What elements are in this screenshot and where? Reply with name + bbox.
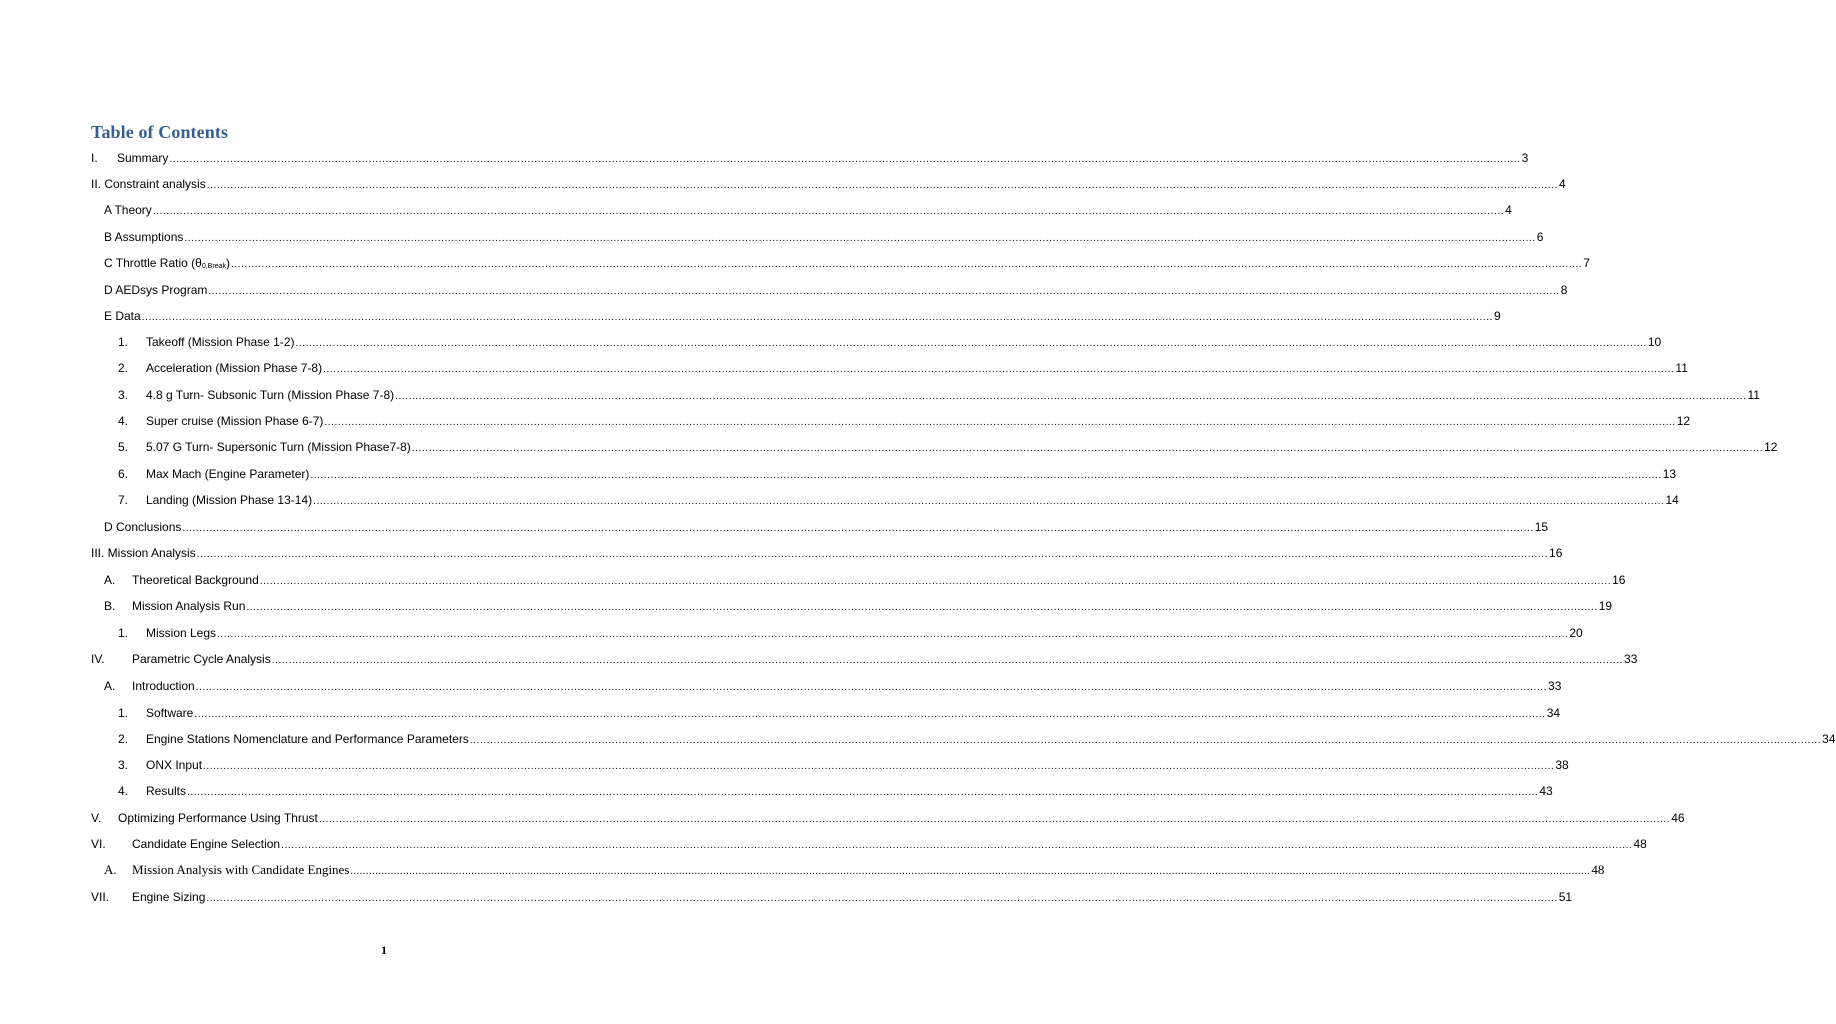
toc-entry-number: I. [91, 151, 98, 165]
toc-entry-number: A. [104, 573, 116, 587]
toc-entry-label [132, 861, 349, 879]
dot-leader: ................................................................................................................................................................................................................................................................................................................................................................................................................ [194, 709, 1546, 720]
toc-entry-page-number: 4 [1505, 203, 1512, 217]
toc-entry-number: VII. [91, 890, 110, 904]
page-number: 1 [381, 943, 387, 957]
toc-entry-page-number: 12 [1764, 440, 1778, 454]
toc-entry-number: 1. [118, 626, 129, 640]
toc-entry-number: A. [104, 862, 117, 877]
toc-entry[interactable] [0, 730, 1836, 748]
toc-entry-label-text: Candidate Engine Selection [132, 837, 281, 851]
toc-entry-number: 7. [118, 493, 129, 507]
toc-entry[interactable] [0, 782, 1553, 800]
toc-entry-label-text: B Assumptions [104, 230, 184, 244]
toc-entry-label-text: E Data [104, 309, 141, 323]
dot-leader: ................................................................................................................................................................................................................................................................................................................................................................................................................ [206, 180, 1559, 191]
toc-entry-label-text: Landing (Mission Phase 13-14) [146, 493, 313, 507]
dot-leader: ................................................................................................................................................................................................................................................................................................................................................................................................................ [323, 364, 1675, 375]
dot-leader: ................................................................................................................................................................................................................................................................................................................................................................................................................ [411, 443, 1764, 454]
toc-entry-label-text: Super cruise (Mission Phase 6-7) [146, 414, 324, 428]
toc-entry-label-text: 4.8 g Turn- Subsonic Turn (Mission Phase 7-8) [146, 388, 395, 402]
toc-entry-label [104, 281, 207, 299]
toc-entry[interactable] [0, 201, 1512, 219]
dot-leader: ................................................................................................................................................................................................................................................................................................................................................................................................................ [271, 655, 1624, 666]
toc-entry[interactable] [0, 386, 1760, 404]
toc-entry[interactable] [0, 491, 1679, 509]
toc-entry-page-number: 34 [1546, 706, 1561, 720]
toc-entry-page-number: 9 [1494, 309, 1501, 323]
toc-entry-label [146, 624, 216, 642]
dot-leader: ................................................................................................................................................................................................................................................................................................................................................................................................................ [295, 338, 1647, 349]
toc-entry[interactable] [0, 888, 1573, 906]
toc-entry[interactable] [0, 809, 1685, 827]
toc-entry-label-text: C Throttle Ratio (θ [104, 256, 202, 270]
toc-entry[interactable] [0, 149, 1529, 167]
toc-entry-label [118, 809, 318, 827]
toc-entry-number: 3. [118, 758, 129, 772]
toc-entry-label-text: Max Mach (Engine Parameter) [146, 467, 310, 481]
toc-entry-page-number: 11 [1747, 388, 1760, 402]
toc-entry-label-text: Acceleration (Mission Phase 7-8) [146, 361, 323, 375]
toc-entry-page-number: 6 [1536, 230, 1544, 244]
toc-entry-number: 4. [118, 784, 129, 798]
toc-entry-label [146, 412, 323, 430]
toc-entry-label-text: D AEDsys Program [104, 283, 208, 297]
toc-entry-label-text: A Theory [104, 203, 152, 217]
toc-entry-page-number: 14 [1665, 493, 1679, 507]
toc-entry[interactable] [0, 518, 1549, 536]
toc-entry-number: B. [104, 599, 116, 613]
toc-entry-label [132, 888, 205, 906]
toc-entry-page-number: 48 [1633, 837, 1647, 851]
toc-entry-label [132, 835, 280, 853]
toc-entry-page-number: 34 [1822, 732, 1836, 746]
toc-entry[interactable] [0, 412, 1691, 430]
toc-entry-number: 2. [118, 361, 129, 375]
toc-entry-page-number: 46 [1671, 811, 1685, 825]
toc-entry-label-text: Engine Stations Nomenclature and Performance Parameters [146, 732, 469, 746]
dot-leader: ................................................................................................................................................................................................................................................................................................................................................................................................................ [310, 470, 1662, 481]
toc-entry-label [132, 650, 271, 668]
toc-entry[interactable] [0, 359, 1688, 377]
toc-entry[interactable] [0, 228, 1544, 246]
toc-entry-label-text: Mission Analysis with Candidate Engines [132, 862, 350, 877]
dot-leader: ................................................................................................................................................................................................................................................................................................................................................................................................................ [152, 206, 1505, 217]
toc-entry[interactable] [0, 835, 1647, 853]
toc-entry[interactable] [0, 571, 1626, 589]
toc-entry-label [146, 756, 202, 774]
toc-entry-page-number: 16 [1612, 573, 1626, 587]
dot-leader: ................................................................................................................................................................................................................................................................................................................................................................................................................ [206, 893, 1558, 904]
dot-leader: ................................................................................................................................................................................................................................................................................................................................................................................................................ [217, 629, 1569, 640]
toc-entry-page-number: 38 [1555, 758, 1569, 772]
toc-entry-label [104, 254, 230, 276]
dot-leader: ................................................................................................................................................................................................................................................................................................................................................................................................................ [184, 233, 1536, 244]
toc-entry-label [146, 359, 322, 377]
toc-entry-label [91, 544, 196, 562]
toc-entry[interactable] [0, 333, 1662, 351]
toc-entry[interactable] [0, 597, 1613, 615]
toc-entry-number: 1. [118, 706, 129, 720]
dot-leader: ................................................................................................................................................................................................................................................................................................................................................................................................................ [313, 496, 1665, 507]
dot-leader: ................................................................................................................................................................................................................................................................................................................................................................................................................ [141, 312, 1494, 323]
toc-entry-number: V. [91, 811, 102, 825]
toc-entry-label [146, 782, 186, 800]
toc-entry-number: 6. [118, 467, 129, 481]
toc-entry-label [146, 491, 312, 509]
dot-leader: ................................................................................................................................................................................................................................................................................................................................................................................................................ [208, 286, 1560, 297]
dot-leader: ................................................................................................................................................................................................................................................................................................................................................................................................................ [203, 761, 1555, 772]
toc-entry-page-number: 19 [1598, 599, 1613, 613]
toc-entry[interactable] [0, 544, 1563, 562]
toc-entry-page-number: 10 [1647, 335, 1662, 349]
toc-entry-label-text: III. Mission Analysis [91, 546, 196, 560]
toc-entry[interactable] [0, 624, 1583, 642]
dot-leader: ................................................................................................................................................................................................................................................................................................................................................................................................................ [350, 866, 1591, 877]
toc-entry-number: A. [104, 679, 116, 693]
toc-entry[interactable] [0, 704, 1561, 722]
toc-entry-number: 5. [118, 440, 129, 454]
toc-entry-page-number: 12 [1676, 414, 1691, 428]
toc-entry-page-number: 4 [1559, 177, 1566, 191]
toc-entry-page-number: 7 [1583, 256, 1590, 270]
toc-entry-label-text: Parametric Cycle Analysis [132, 652, 271, 666]
toc-entry-page-number: 8 [1560, 283, 1568, 297]
toc-entry-label-text: 5.07 G Turn- Supersonic Turn (Mission Phase7-8) [146, 440, 411, 454]
toc-entry-page-number: 33 [1624, 652, 1638, 666]
toc-entry-label [132, 677, 195, 695]
dot-leader: ................................................................................................................................................................................................................................................................................................................................................................................................................ [196, 549, 1549, 560]
toc-entry-page-number: 13 [1662, 467, 1677, 481]
toc-entry-page-number: 20 [1569, 626, 1583, 640]
dot-leader: ................................................................................................................................................................................................................................................................................................................................................................................................................ [246, 602, 1598, 613]
toc-entry-label-text: Mission Analysis Run [132, 599, 246, 613]
toc-entry-label-text: Introduction [132, 679, 195, 693]
toc-entry[interactable] [0, 307, 1501, 325]
toc-entry-label-text: Summary [117, 151, 169, 165]
toc-entry-label [146, 730, 469, 748]
toc-entry-subscript: 0,Break [201, 263, 226, 270]
toc-entry-label-suffix: ) [225, 256, 230, 270]
toc-entry-label [146, 704, 193, 722]
toc-entry[interactable] [0, 281, 1568, 299]
toc-entry-label [104, 228, 183, 246]
toc-entry-label [117, 149, 168, 167]
toc-entry[interactable] [0, 254, 1590, 272]
toc-entry[interactable] [0, 175, 1566, 193]
toc-entry-label-text: Takeoff (Mission Phase 1-2) [146, 335, 295, 349]
toc-entry-label-text: Engine Sizing [132, 890, 206, 904]
toc-entry-label-text: Mission Legs [146, 626, 217, 640]
toc-entry-label-text: Results [146, 784, 187, 798]
toc-entry-label [146, 333, 295, 351]
toc-entry-number: 1. [118, 335, 129, 349]
toc-entry-label [91, 175, 206, 193]
toc-entry-label [104, 201, 152, 219]
toc-entry-page-number: 11 [1675, 361, 1688, 375]
toc-title: Table of Contents [91, 122, 229, 142]
dot-leader: ................................................................................................................................................................................................................................................................................................................................................................................................................ [469, 735, 1822, 746]
toc-entry-label-text: Optimizing Performance Using Thrust [118, 811, 318, 825]
toc-entry-page-number: 48 [1591, 862, 1605, 877]
toc-entry-number: VI. [91, 837, 106, 851]
toc-entry-number: 4. [118, 414, 129, 428]
toc-entry-number: 2. [118, 732, 129, 746]
toc-entry[interactable] [0, 465, 1677, 483]
toc-entry-number: IV. [91, 652, 105, 666]
toc-entry-page-number: 43 [1539, 784, 1553, 798]
toc-entry-page-number: 33 [1548, 679, 1562, 693]
toc-entry[interactable] [0, 756, 1569, 774]
toc-entry-label [146, 438, 411, 456]
toc-entry-label [132, 571, 259, 589]
toc-entry-label [104, 307, 141, 325]
dot-leader: ................................................................................................................................................................................................................................................................................................................................................................................................................ [195, 682, 1548, 693]
toc-entry-label [104, 518, 181, 536]
toc-entry-label [132, 597, 245, 615]
toc-entry[interactable] [0, 677, 1562, 695]
toc-entry-label-text: Theoretical Background [132, 573, 259, 587]
dot-leader: ................................................................................................................................................................................................................................................................................................................................................................................................................ [259, 576, 1612, 587]
toc-entry-page-number: 16 [1549, 546, 1563, 560]
dot-leader: ................................................................................................................................................................................................................................................................................................................................................................................................................ [318, 814, 1671, 825]
toc-entry[interactable] [0, 650, 1638, 668]
dot-leader: ................................................................................................................................................................................................................................................................................................................................................................................................................ [169, 154, 1521, 165]
toc-entry-label [146, 386, 394, 404]
dot-leader: ................................................................................................................................................................................................................................................................................................................................................................................................................ [281, 840, 1633, 851]
toc-entry-number: 3. [118, 388, 129, 402]
toc-entry-label-text: D Conclusions [104, 520, 182, 534]
dot-leader: ................................................................................................................................................................................................................................................................................................................................................................................................................ [187, 787, 1539, 798]
toc-entry[interactable] [0, 438, 1778, 456]
toc-entry-label-text: II. Constraint analysis [91, 177, 206, 191]
toc-entry-page-number: 3 [1521, 151, 1529, 165]
dot-leader: ................................................................................................................................................................................................................................................................................................................................................................................................................ [230, 259, 1583, 270]
toc-entry-page-number: 51 [1558, 890, 1573, 904]
toc-entry-label-text: ONX Input [146, 758, 203, 772]
toc-entry-page-number: 15 [1534, 520, 1549, 534]
dot-leader: ................................................................................................................................................................................................................................................................................................................................................................................................................ [324, 417, 1676, 428]
toc-entry[interactable] [0, 861, 1605, 879]
toc-entry-label [146, 465, 309, 483]
toc-entry-label-text: Software [146, 706, 194, 720]
dot-leader: ................................................................................................................................................................................................................................................................................................................................................................................................................ [395, 391, 1747, 402]
dot-leader: ................................................................................................................................................................................................................................................................................................................................................................................................................ [182, 523, 1534, 534]
